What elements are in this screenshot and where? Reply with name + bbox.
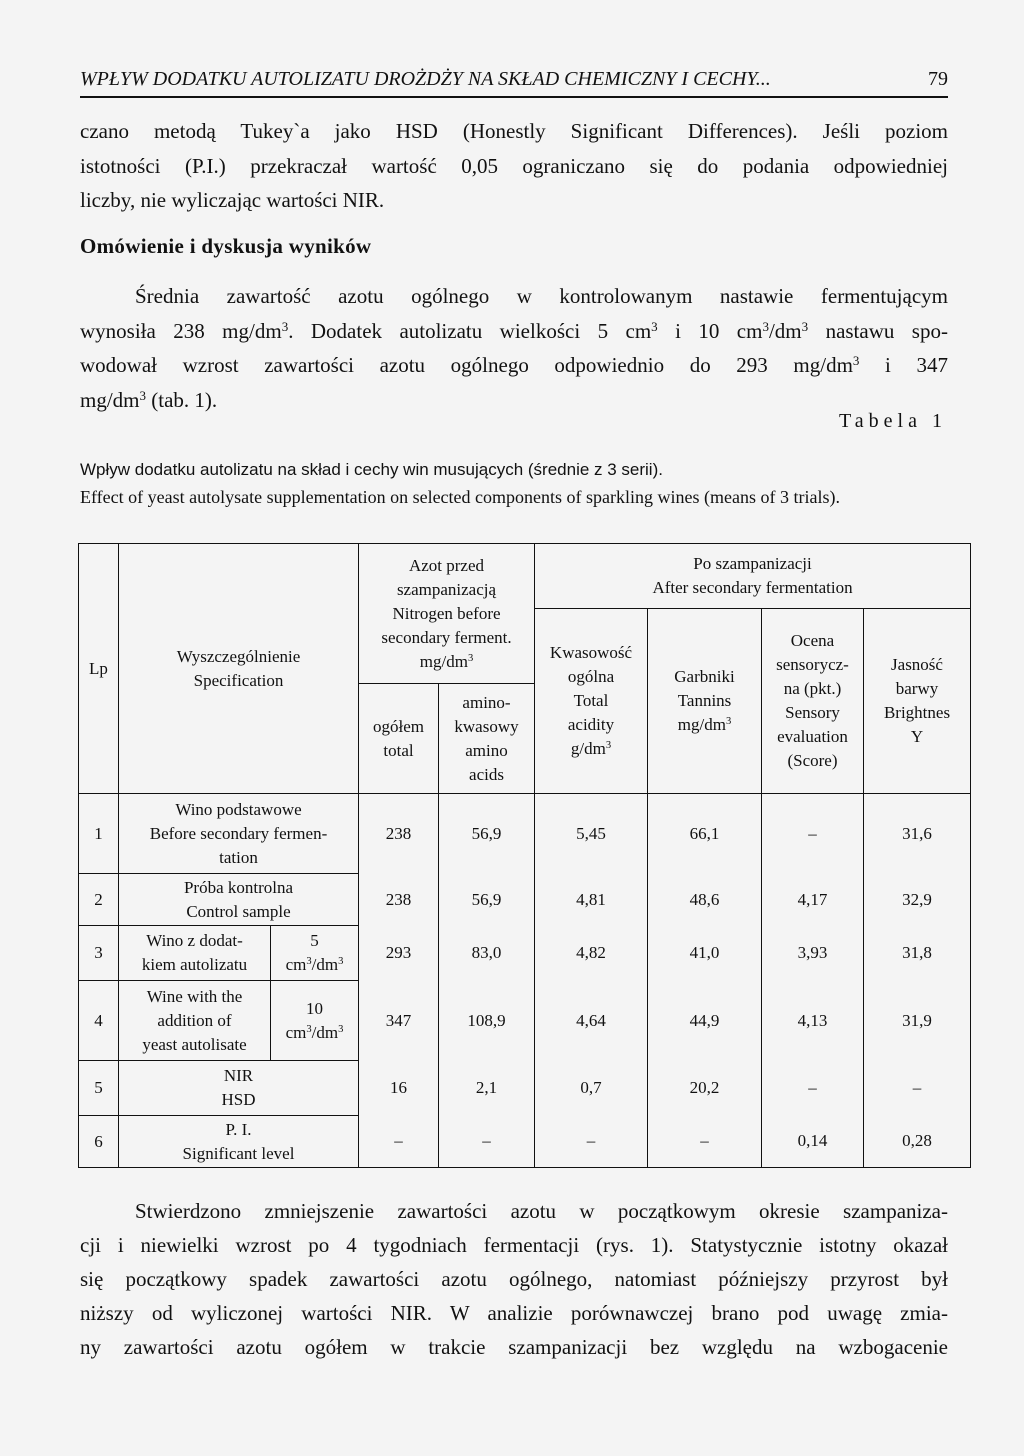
table-row: 1 Wino podstawowe Before secondary fermen- tation 238 56,9 5,45 66,1 – 31,6 bbox=[79, 794, 971, 874]
text-line: liczby, nie wyliczając wartości NIR. bbox=[80, 188, 385, 212]
text-line: $mg/dm^3$ (tab. 1). bbox=[80, 387, 218, 412]
results-table bbox=[78, 543, 971, 1168]
table-row: 6 P. I. Significant level – – – – 0,14 0,28 bbox=[79, 1116, 971, 1168]
row-spec: Wino z dodat- kiem autolizatu bbox=[119, 926, 271, 981]
running-header bbox=[80, 64, 948, 98]
header-after-fermentation: Po szampanizacji After secondary fermentation bbox=[535, 544, 971, 609]
text-line: czano metodą Tukey`a jako HSD (Honestly Significant Differences). Jeśli poziom bbox=[80, 119, 948, 143]
header-lp: Lp bbox=[79, 544, 119, 794]
table-label: Tabela 1 bbox=[838, 410, 947, 432]
paragraph-discussion bbox=[80, 1194, 948, 1364]
paragraph-methods bbox=[80, 114, 948, 218]
text-line: się początkowy spadek zawartości azotu ogólnego, natomiast późniejszy przyrost był bbox=[80, 1267, 948, 1291]
row-spec: NIR HSD bbox=[119, 1061, 359, 1116]
header-brightness: Jasność barwy Brightnes Y bbox=[864, 609, 971, 794]
header-amino-acids: amino- kwasowy amino acids bbox=[439, 684, 535, 794]
text-line: cji i niewielki wzrost po 4 tygodniach fermentacji (rys. 1). Statystycznie istotny okazał bbox=[80, 1233, 948, 1257]
text-line: ny zawartości azotu ogółem w trakcie szampanizacji bez względu na wzbogacenie bbox=[80, 1335, 948, 1359]
header-tannins: Garbniki Tannins $mg/dm^3$ bbox=[648, 609, 762, 794]
header-sensory-evaluation: Ocena sensorycz- na (pkt.) Sensory evaluation (Score) bbox=[762, 609, 864, 794]
header-nitrogen-total: ogółem total bbox=[359, 684, 439, 794]
table-row: 2 Próba kontrolna Control sample 238 56,9 4,81 48,6 4,17 32,9 bbox=[79, 874, 971, 926]
header-nitrogen-before: Azot przed szampanizacją Nitrogen before secondary ferment. $mg/dm^3$ bbox=[359, 544, 535, 684]
table-caption-pl: Wpływ dodatku autolizatu na skład i cechy win musujących (średnie z 3 serii). bbox=[80, 460, 663, 479]
header-total-acidity: Kwasowość ogólna Total acidity $g/dm^3$ bbox=[535, 609, 648, 794]
page-number: 79 bbox=[928, 68, 948, 90]
row-dose: 10 $cm^3/dm^3$ bbox=[271, 981, 359, 1061]
text-line: istotności (P.I.) przekraczał wartość 0,05 ograniczano się do podania odpowiedniej bbox=[80, 153, 948, 178]
row-spec: Wine with the addition of yeast autolisate bbox=[119, 981, 271, 1061]
table-row: 5 NIR HSD 16 2,1 0,7 20,2 – – bbox=[79, 1061, 971, 1116]
row-spec: P. I. Significant level bbox=[119, 1116, 359, 1168]
row-spec: Wino podstawowe Before secondary fermen- tation bbox=[119, 794, 359, 874]
table-caption-en: Effect of yeast autolysate supplementation on selected components of sparkling wines (means of 3 trials). bbox=[80, 487, 840, 507]
paragraph-results bbox=[80, 279, 948, 417]
running-title: WPŁYW DODATKU AUTOLIZATU DROŻDŻY NA SKŁAD CHEMICZNY I CECHY... bbox=[80, 68, 771, 90]
text-line: Stwierdzono zmniejszenie zawartości azotu w początkowym okresie szampaniza- bbox=[135, 1199, 948, 1223]
table-row: 4 Wine with the addition of yeast autolisate 10 $cm^3/dm^3$ 347 108,9 4,64 44,9 4,13 31,9 bbox=[79, 981, 971, 1061]
table-row: 3 Wino z dodat- kiem autolizatu 5 $cm^3/dm^3$ 293 83,0 4,82 41,0 3,93 31,8 bbox=[79, 926, 971, 981]
row-dose: 5 $cm^3/dm^3$ bbox=[271, 926, 359, 981]
section-heading: Omówienie i dyskusja wyników bbox=[80, 234, 372, 258]
text-line: niższy od wyliczonej wartości NIR. W analizie porównawczej brano pod uwagę zmia- bbox=[80, 1301, 948, 1325]
text-line: wodował wzrost zawartości azotu ogólnego odpowiednio do 293 $mg/dm^3$ i 347 bbox=[80, 352, 948, 377]
header-specification: Wyszczególnienie Specification bbox=[119, 544, 359, 794]
row-spec: Próba kontrolna Control sample bbox=[119, 874, 359, 926]
text-line: Średnia zawartość azotu ogólnego w kontrolowanym nastawie fermentującym bbox=[135, 284, 948, 308]
text-line: wynosiła 238 $mg/dm^3$. Dodatek autolizatu wielkości 5 $cm^3$ i 10 $cm^3/dm^3$ nastawu spo- bbox=[80, 318, 948, 343]
